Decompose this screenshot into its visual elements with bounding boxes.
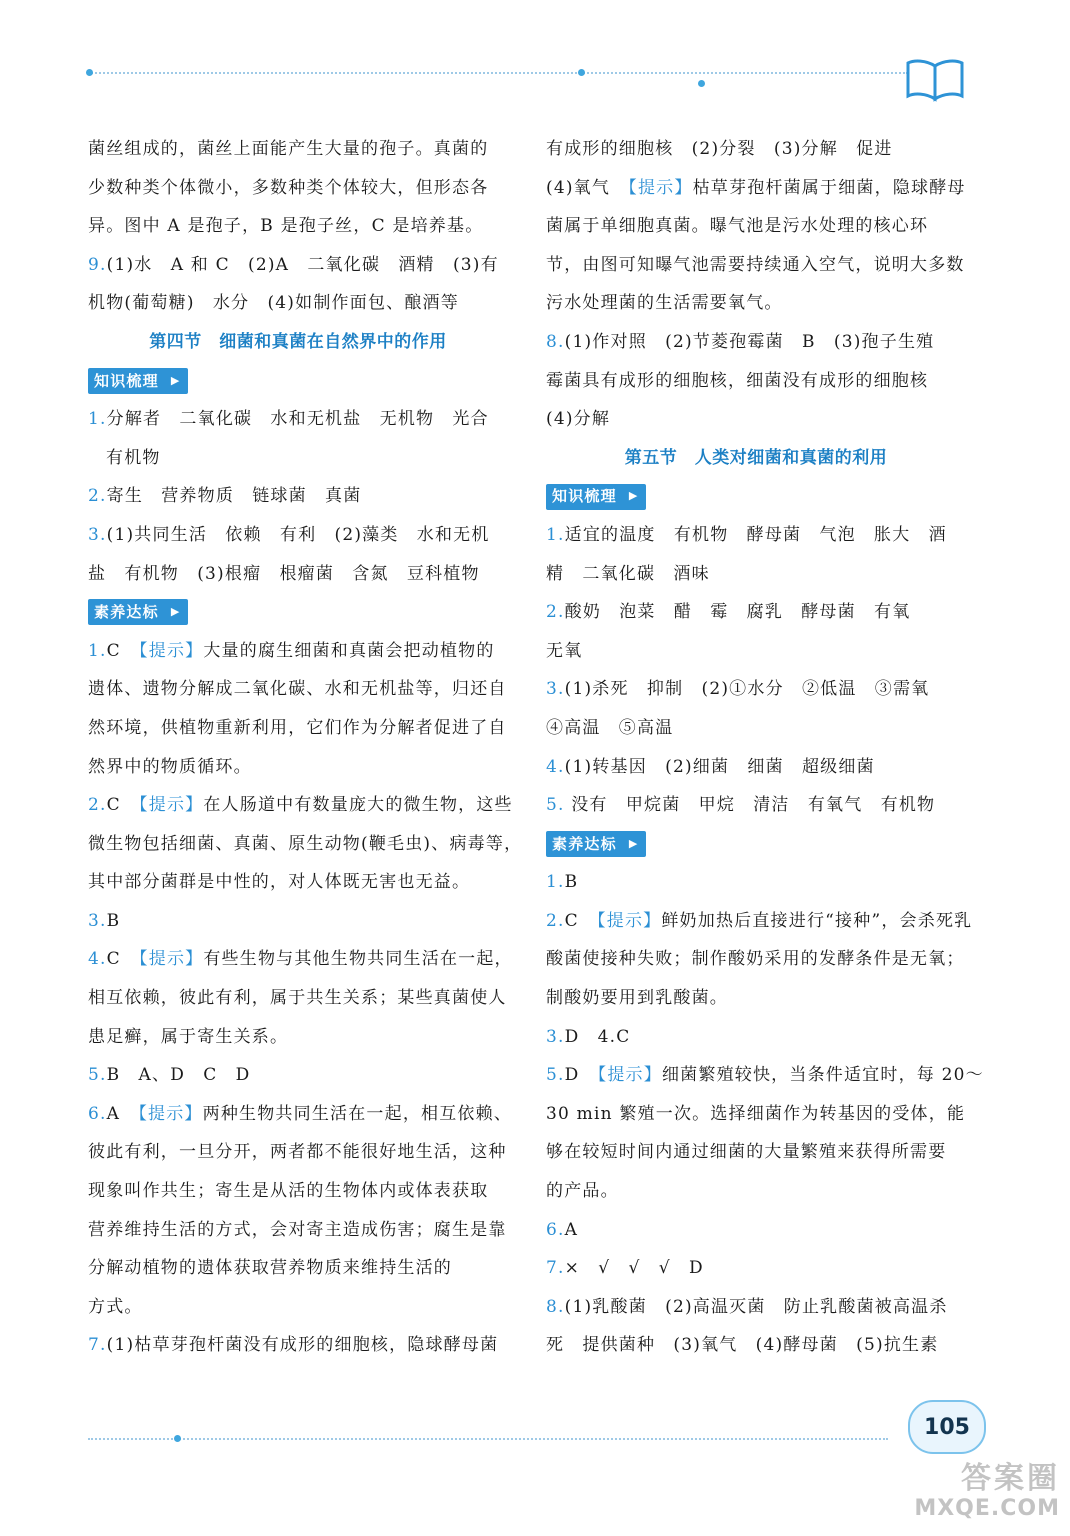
question-number: 6. bbox=[88, 1103, 107, 1124]
section-title: 第四节 细菌和真菌在自然界中的作用 bbox=[149, 331, 447, 352]
text-line bbox=[88, 284, 508, 323]
line-text: 够在较短时间内通过细菌的大量繁殖来获得所需要 bbox=[546, 1142, 947, 1163]
section-tag bbox=[88, 599, 188, 625]
hint-label: 【提示】 bbox=[138, 1103, 203, 1124]
line-text: 适宜的温度 有机物 酵母菌 气泡 胀大 酒 bbox=[564, 524, 947, 545]
line-text: (4)分解 bbox=[546, 409, 611, 430]
section-tag-label: 素养达标 bbox=[94, 603, 159, 622]
text-line bbox=[546, 246, 966, 285]
text-line bbox=[546, 748, 966, 787]
text-line bbox=[88, 670, 508, 709]
text-line bbox=[546, 1018, 966, 1057]
watermark-title: 答案圈 bbox=[961, 1461, 1060, 1496]
section-tag bbox=[546, 831, 646, 857]
text-line bbox=[546, 1056, 984, 1095]
text-line bbox=[88, 1288, 508, 1327]
right-column bbox=[546, 130, 984, 1365]
line-text: 精 二氧化碳 酒味 bbox=[546, 563, 710, 584]
line-text: 现象叫作共生；寄生是从活的生物体内或体表获取 bbox=[88, 1181, 489, 1202]
text-line bbox=[88, 709, 508, 748]
text-line bbox=[88, 1056, 508, 1095]
text-line bbox=[88, 1211, 508, 1250]
text-line bbox=[88, 169, 508, 208]
question-number: 5. bbox=[546, 1065, 565, 1086]
question-number: 4. bbox=[88, 949, 107, 970]
line-text: B A、D C D bbox=[106, 1065, 251, 1086]
line-text: 患足癣，属于寄生关系。 bbox=[88, 1026, 289, 1047]
question-number: 2. bbox=[88, 486, 107, 507]
text-line bbox=[546, 940, 966, 979]
text-line bbox=[546, 670, 966, 709]
line-text: (1)作对照 (2)节菱孢霉菌 B (3)孢子生殖 bbox=[564, 331, 935, 352]
text-line bbox=[546, 709, 966, 748]
line-text: 遗体、遗物分解成二氧化碳、水和无机盐等，归还自 bbox=[88, 679, 507, 700]
text-line bbox=[546, 400, 966, 439]
line-text: B bbox=[106, 910, 121, 931]
line-text: 鲜奶加热后直接进行“接种”，会杀死乳 bbox=[661, 910, 973, 931]
rule-dot bbox=[578, 69, 585, 76]
text-line bbox=[546, 1095, 966, 1134]
text-line bbox=[88, 979, 508, 1018]
line-text: (1)共同生活 依赖 有利 (2)藻类 水和无机 bbox=[106, 524, 490, 545]
watermark-url: MXQE.COM bbox=[914, 1496, 1060, 1521]
line-text: 寄生 营养物质 链球菌 真菌 bbox=[106, 486, 362, 507]
text-line bbox=[546, 207, 966, 246]
question-number: 2. bbox=[546, 910, 565, 931]
answer-prefix: A bbox=[106, 1103, 139, 1124]
line-text: 大量的腐生细菌和真菌会把动植物的 bbox=[203, 640, 495, 661]
line-text: ④高温 ⑤高温 bbox=[546, 717, 674, 738]
text-line bbox=[546, 516, 966, 555]
text-line bbox=[546, 593, 966, 632]
question-number: 9. bbox=[88, 254, 107, 275]
question-number: 3. bbox=[88, 910, 107, 931]
line-text: 菌丝组成的，菌丝上面能产生大量的孢子。真菌的 bbox=[88, 139, 489, 159]
hint-label: 【提示】 bbox=[597, 910, 662, 931]
question-number: 3. bbox=[546, 1026, 565, 1047]
text-line bbox=[88, 555, 508, 594]
text-line bbox=[88, 902, 508, 941]
answer-prefix: D bbox=[564, 1065, 598, 1086]
text-line bbox=[88, 786, 513, 825]
line-text: 有机物 bbox=[106, 447, 161, 468]
line-text: 没有 甲烷菌 甲烷 清洁 有氧气 有机物 bbox=[564, 795, 936, 816]
text-line bbox=[546, 1326, 966, 1365]
section-tag-label: 知识梳理 bbox=[94, 371, 159, 390]
line-text: 然环境，供植物重新利用，它们作为分解者促进了自 bbox=[88, 717, 507, 738]
text-line bbox=[88, 1095, 513, 1134]
question-number: 1. bbox=[546, 524, 565, 545]
line-text: 30 min 繁殖一次。选择细菌作为转基因的受体，能 bbox=[546, 1103, 966, 1124]
text-line bbox=[88, 1249, 508, 1288]
hint-label: 【提示】 bbox=[139, 640, 204, 661]
section-tag bbox=[546, 484, 646, 510]
text-line bbox=[546, 863, 966, 902]
line-text: 相互依赖，彼此有利，属于共生关系；某些真菌使人 bbox=[88, 988, 507, 1009]
line-text: (1)转基因 (2)细菌 细菌 超级细菌 bbox=[564, 756, 875, 777]
question-number: 3. bbox=[546, 679, 565, 700]
line-text: 少数种类个体微小，多数种类个体较大，但形态各 bbox=[88, 177, 489, 198]
text-line bbox=[546, 1172, 966, 1211]
text-line bbox=[88, 1018, 508, 1057]
text-line bbox=[546, 169, 966, 208]
line-text: 分解动植物的遗体获取营养物质来维持生活的 bbox=[88, 1258, 452, 1279]
line-text: (1)水 A 和 C (2)A 二氧化碳 酒精 (3)有 bbox=[106, 254, 499, 275]
text-line bbox=[546, 902, 973, 941]
line-text: (1)枯草芽孢杆菌没有成形的细胞核，隐球酵母菌 bbox=[106, 1335, 499, 1356]
question-number: 3. bbox=[88, 524, 107, 545]
text-line bbox=[88, 632, 508, 671]
line-text: 然界中的物质循环。 bbox=[88, 756, 252, 777]
bottom-dotted-rule bbox=[88, 1438, 888, 1440]
section-tag bbox=[88, 368, 188, 394]
section-tag-row bbox=[88, 362, 508, 401]
section-tag-row bbox=[88, 593, 508, 632]
text-line bbox=[88, 940, 513, 979]
text-line bbox=[546, 130, 966, 169]
text-line bbox=[88, 1133, 508, 1172]
page-number: 105 bbox=[908, 1400, 986, 1454]
play-arrow-icon: ▶ bbox=[170, 373, 181, 387]
question-number: 7. bbox=[546, 1258, 565, 1279]
line-text: 酸菌使接种失败；制作酸奶采用的发酵条件是无氧； bbox=[546, 949, 965, 970]
line-text: 污水处理菌的生活需要氧气。 bbox=[546, 293, 783, 314]
line-text: 异。图中 A 是孢子，B 是孢子丝，C 是培养基。 bbox=[88, 216, 484, 237]
question-number: 1. bbox=[546, 872, 565, 893]
question-number: 6. bbox=[546, 1219, 565, 1240]
text-line bbox=[88, 130, 508, 169]
line-text: A bbox=[564, 1219, 579, 1240]
hint-label: 【提示】 bbox=[139, 949, 204, 970]
line-text: 盐 有机物 (3)根瘤 根瘤菌 含氮 豆科植物 bbox=[88, 563, 480, 584]
text-line bbox=[88, 1326, 508, 1365]
question-number: 1. bbox=[88, 640, 107, 661]
play-arrow-icon: ▶ bbox=[628, 836, 639, 850]
line-text: 其中部分菌群是中性的，对人体既无害也无益。 bbox=[88, 872, 471, 893]
text-line bbox=[88, 1172, 508, 1211]
text-line bbox=[88, 246, 508, 285]
line-text: 彼此有利，一旦分开，两者都不能很好地生活，这种 bbox=[88, 1142, 507, 1163]
line-text: (1)杀死 抑制 (2)①水分 ②低温 ③需氧 bbox=[564, 679, 930, 700]
text-line bbox=[88, 477, 508, 516]
line-text: D 4.C bbox=[564, 1026, 631, 1047]
line-text: 死 提供菌种 (3)氧气 (4)酵母菌 (5)抗生素 bbox=[546, 1335, 939, 1356]
text-line bbox=[546, 555, 966, 594]
text-line bbox=[88, 748, 508, 787]
line-text: 两种生物共同生活在一起，相互依赖、 bbox=[202, 1103, 513, 1124]
line-text: 有成形的细胞核 (2)分裂 (3)分解 促进 bbox=[546, 139, 893, 159]
line-text: 分解者 二氧化碳 水和无机盐 无机物 光合 bbox=[106, 409, 489, 430]
text-line bbox=[546, 979, 966, 1018]
line-text: 在人肠道中有数量庞大的微生物，这些 bbox=[203, 795, 513, 816]
line-text: 节，由图可知曝气池需要持续通入空气，说明大多数 bbox=[546, 254, 965, 275]
question-number: 5. bbox=[88, 1065, 107, 1086]
answer-prefix: C bbox=[106, 949, 140, 970]
text-line bbox=[88, 863, 508, 902]
hint-label: 【提示】 bbox=[628, 177, 693, 198]
answer-prefix: C bbox=[106, 640, 140, 661]
line-text: × √ √ √ D bbox=[564, 1258, 704, 1279]
line-text: 的产品。 bbox=[546, 1181, 619, 1202]
line-text: 机物(葡萄糖) 水分 (4)如制作面包、酿酒等 bbox=[88, 293, 459, 314]
line-text: 制酸奶要用到乳酸菌。 bbox=[546, 988, 728, 1009]
text-line bbox=[546, 786, 966, 825]
line-text: 营养维持生活的方式，会对寄主造成伤害；腐生是靠 bbox=[88, 1219, 507, 1240]
text-line bbox=[88, 516, 508, 555]
rule-dot bbox=[174, 1435, 181, 1442]
play-arrow-icon: ▶ bbox=[628, 489, 639, 503]
line-text: 微生物包括细菌、真菌、原生动物(鞭毛虫)、病毒等， bbox=[88, 833, 523, 854]
line-text: B bbox=[564, 872, 579, 893]
hint-label: 【提示】 bbox=[139, 795, 204, 816]
text-line bbox=[546, 1249, 966, 1288]
question-number: 5. bbox=[546, 795, 565, 816]
question-number: 8. bbox=[546, 331, 565, 352]
text-line bbox=[546, 632, 966, 671]
line-text: 无氧 bbox=[546, 640, 583, 661]
text-line bbox=[546, 1288, 966, 1327]
rule-dot bbox=[86, 69, 93, 76]
section-tag-row bbox=[546, 825, 966, 864]
line-text: 菌属于单细胞真菌。曝气池是污水处理的核心环 bbox=[546, 216, 929, 237]
section-tag-label: 素养达标 bbox=[552, 834, 617, 853]
line-text: (1)乳酸菌 (2)高温灭菌 防止乳酸菌被高温杀 bbox=[564, 1296, 948, 1317]
hint-label: 【提示】 bbox=[597, 1065, 662, 1086]
text-line bbox=[88, 439, 508, 478]
line-text: 枯草芽孢杆菌属于细菌，隐球酵母 bbox=[692, 177, 966, 198]
section-tag-row bbox=[546, 477, 966, 516]
text-line bbox=[546, 1211, 966, 1250]
question-number: 7. bbox=[88, 1335, 107, 1356]
text-line bbox=[88, 207, 508, 246]
watermark bbox=[890, 1462, 1060, 1532]
question-number: 4. bbox=[546, 756, 565, 777]
line-text: 方式。 bbox=[88, 1296, 143, 1317]
section-tag-label: 知识梳理 bbox=[552, 487, 617, 506]
book-icon bbox=[904, 56, 966, 102]
line-text: 有些生物与其他生物共同生活在一起， bbox=[203, 949, 513, 970]
top-dotted-rule bbox=[88, 72, 908, 74]
question-number: 8. bbox=[546, 1296, 565, 1317]
answer-prefix: C bbox=[106, 795, 140, 816]
text-line bbox=[546, 323, 966, 362]
question-number: 2. bbox=[546, 602, 565, 623]
answer-prefix: C bbox=[564, 910, 598, 931]
text-line bbox=[546, 284, 966, 323]
left-column bbox=[88, 130, 523, 1365]
text-line bbox=[88, 400, 508, 439]
section-title: 第五节 人类对细菌和真菌的利用 bbox=[624, 447, 888, 468]
play-arrow-icon: ▶ bbox=[170, 605, 181, 619]
answer-prefix: (4)氧气 bbox=[546, 177, 629, 198]
text-line bbox=[88, 825, 523, 864]
line-text: 酸奶 泡菜 醋 霉 腐乳 酵母菌 有氧 bbox=[564, 602, 911, 623]
line-text: 霉菌具有成形的细胞核，细菌没有成形的细胞核 bbox=[546, 370, 929, 391]
text-line bbox=[546, 362, 966, 401]
question-number: 1. bbox=[88, 409, 107, 430]
question-number: 2. bbox=[88, 795, 107, 816]
rule-dot bbox=[698, 80, 705, 87]
text-line bbox=[546, 1133, 966, 1172]
line-text: 细菌繁殖较快，当条件适宜时，每 20～ bbox=[661, 1065, 984, 1086]
